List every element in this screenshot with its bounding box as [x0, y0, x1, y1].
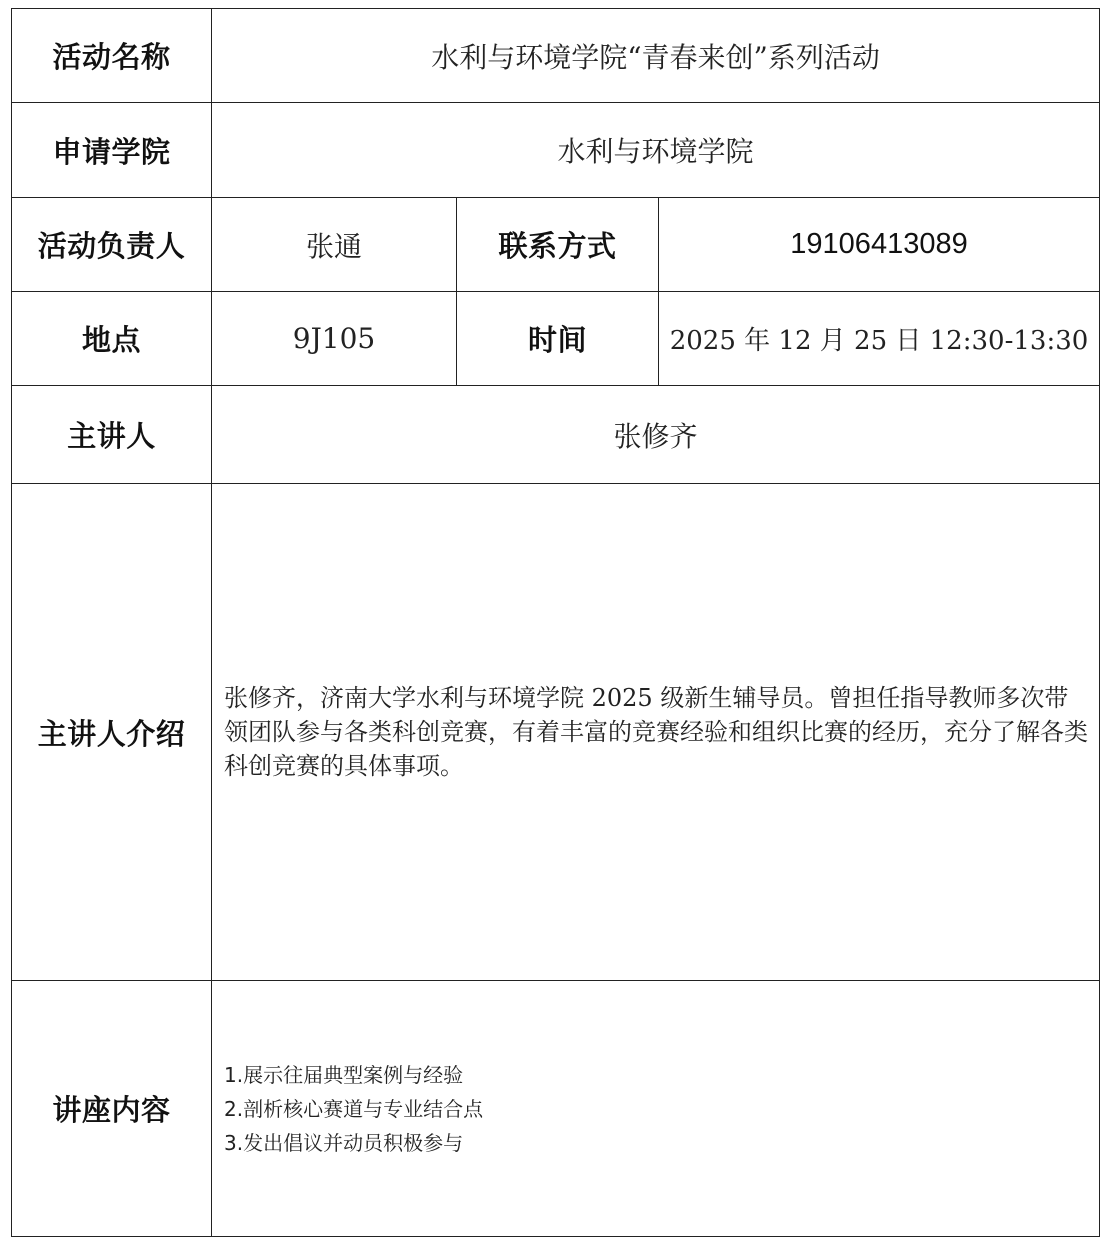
location-value: 9J105 [212, 292, 457, 386]
location-label: 地点 [12, 292, 212, 386]
contact-value: 19106413089 [659, 198, 1100, 292]
lecture-content-item: 2.剖析核心赛道与专业结合点 [224, 1096, 484, 1121]
row-location-time [12, 292, 1100, 386]
contact-label: 联系方式 [457, 198, 659, 292]
speaker-intro-text: 张修齐，济南大学水利与环境学院 2025 级新生辅导员。曾担任指导教师多次带领团队参与各类科创竞赛，有着丰富的竞赛经验和组织比赛的经历，充分了解各类科创竞赛的具体事项。 [224, 684, 1088, 780]
speaker-label: 主讲人 [12, 386, 212, 484]
row-lecture-content [12, 981, 1100, 1237]
lecture-content-item: 1.展示往届典型案例与经验 [224, 1062, 464, 1087]
speaker-intro-label: 主讲人介绍 [12, 484, 212, 981]
speaker-value: 张修齐 [212, 386, 1100, 484]
row-activity-name [12, 9, 1100, 103]
time-label: 时间 [457, 292, 659, 386]
lecture-content-list [224, 1058, 1089, 1160]
lecture-content-cell [212, 981, 1100, 1237]
leader-value: 张通 [212, 198, 457, 292]
lecture-content-item: 3.发出倡议并动员积极参与 [224, 1130, 464, 1155]
row-college [12, 103, 1100, 198]
row-speaker [12, 386, 1100, 484]
college-label: 申请学院 [12, 103, 212, 198]
time-value: 2025 年 12 月 25 日 12:30-13:30 [659, 292, 1100, 386]
row-speaker-intro [12, 484, 1100, 981]
college-value: 水利与环境学院 [212, 103, 1100, 198]
speaker-intro-cell [212, 484, 1100, 981]
activity-name-value: 水利与环境学院“青春来创”系列活动 [212, 9, 1100, 103]
leader-label: 活动负责人 [12, 198, 212, 292]
activity-application-form [11, 8, 1100, 1237]
lecture-content-label: 讲座内容 [12, 981, 212, 1237]
row-leader-contact [12, 198, 1100, 292]
activity-name-label: 活动名称 [12, 9, 212, 103]
